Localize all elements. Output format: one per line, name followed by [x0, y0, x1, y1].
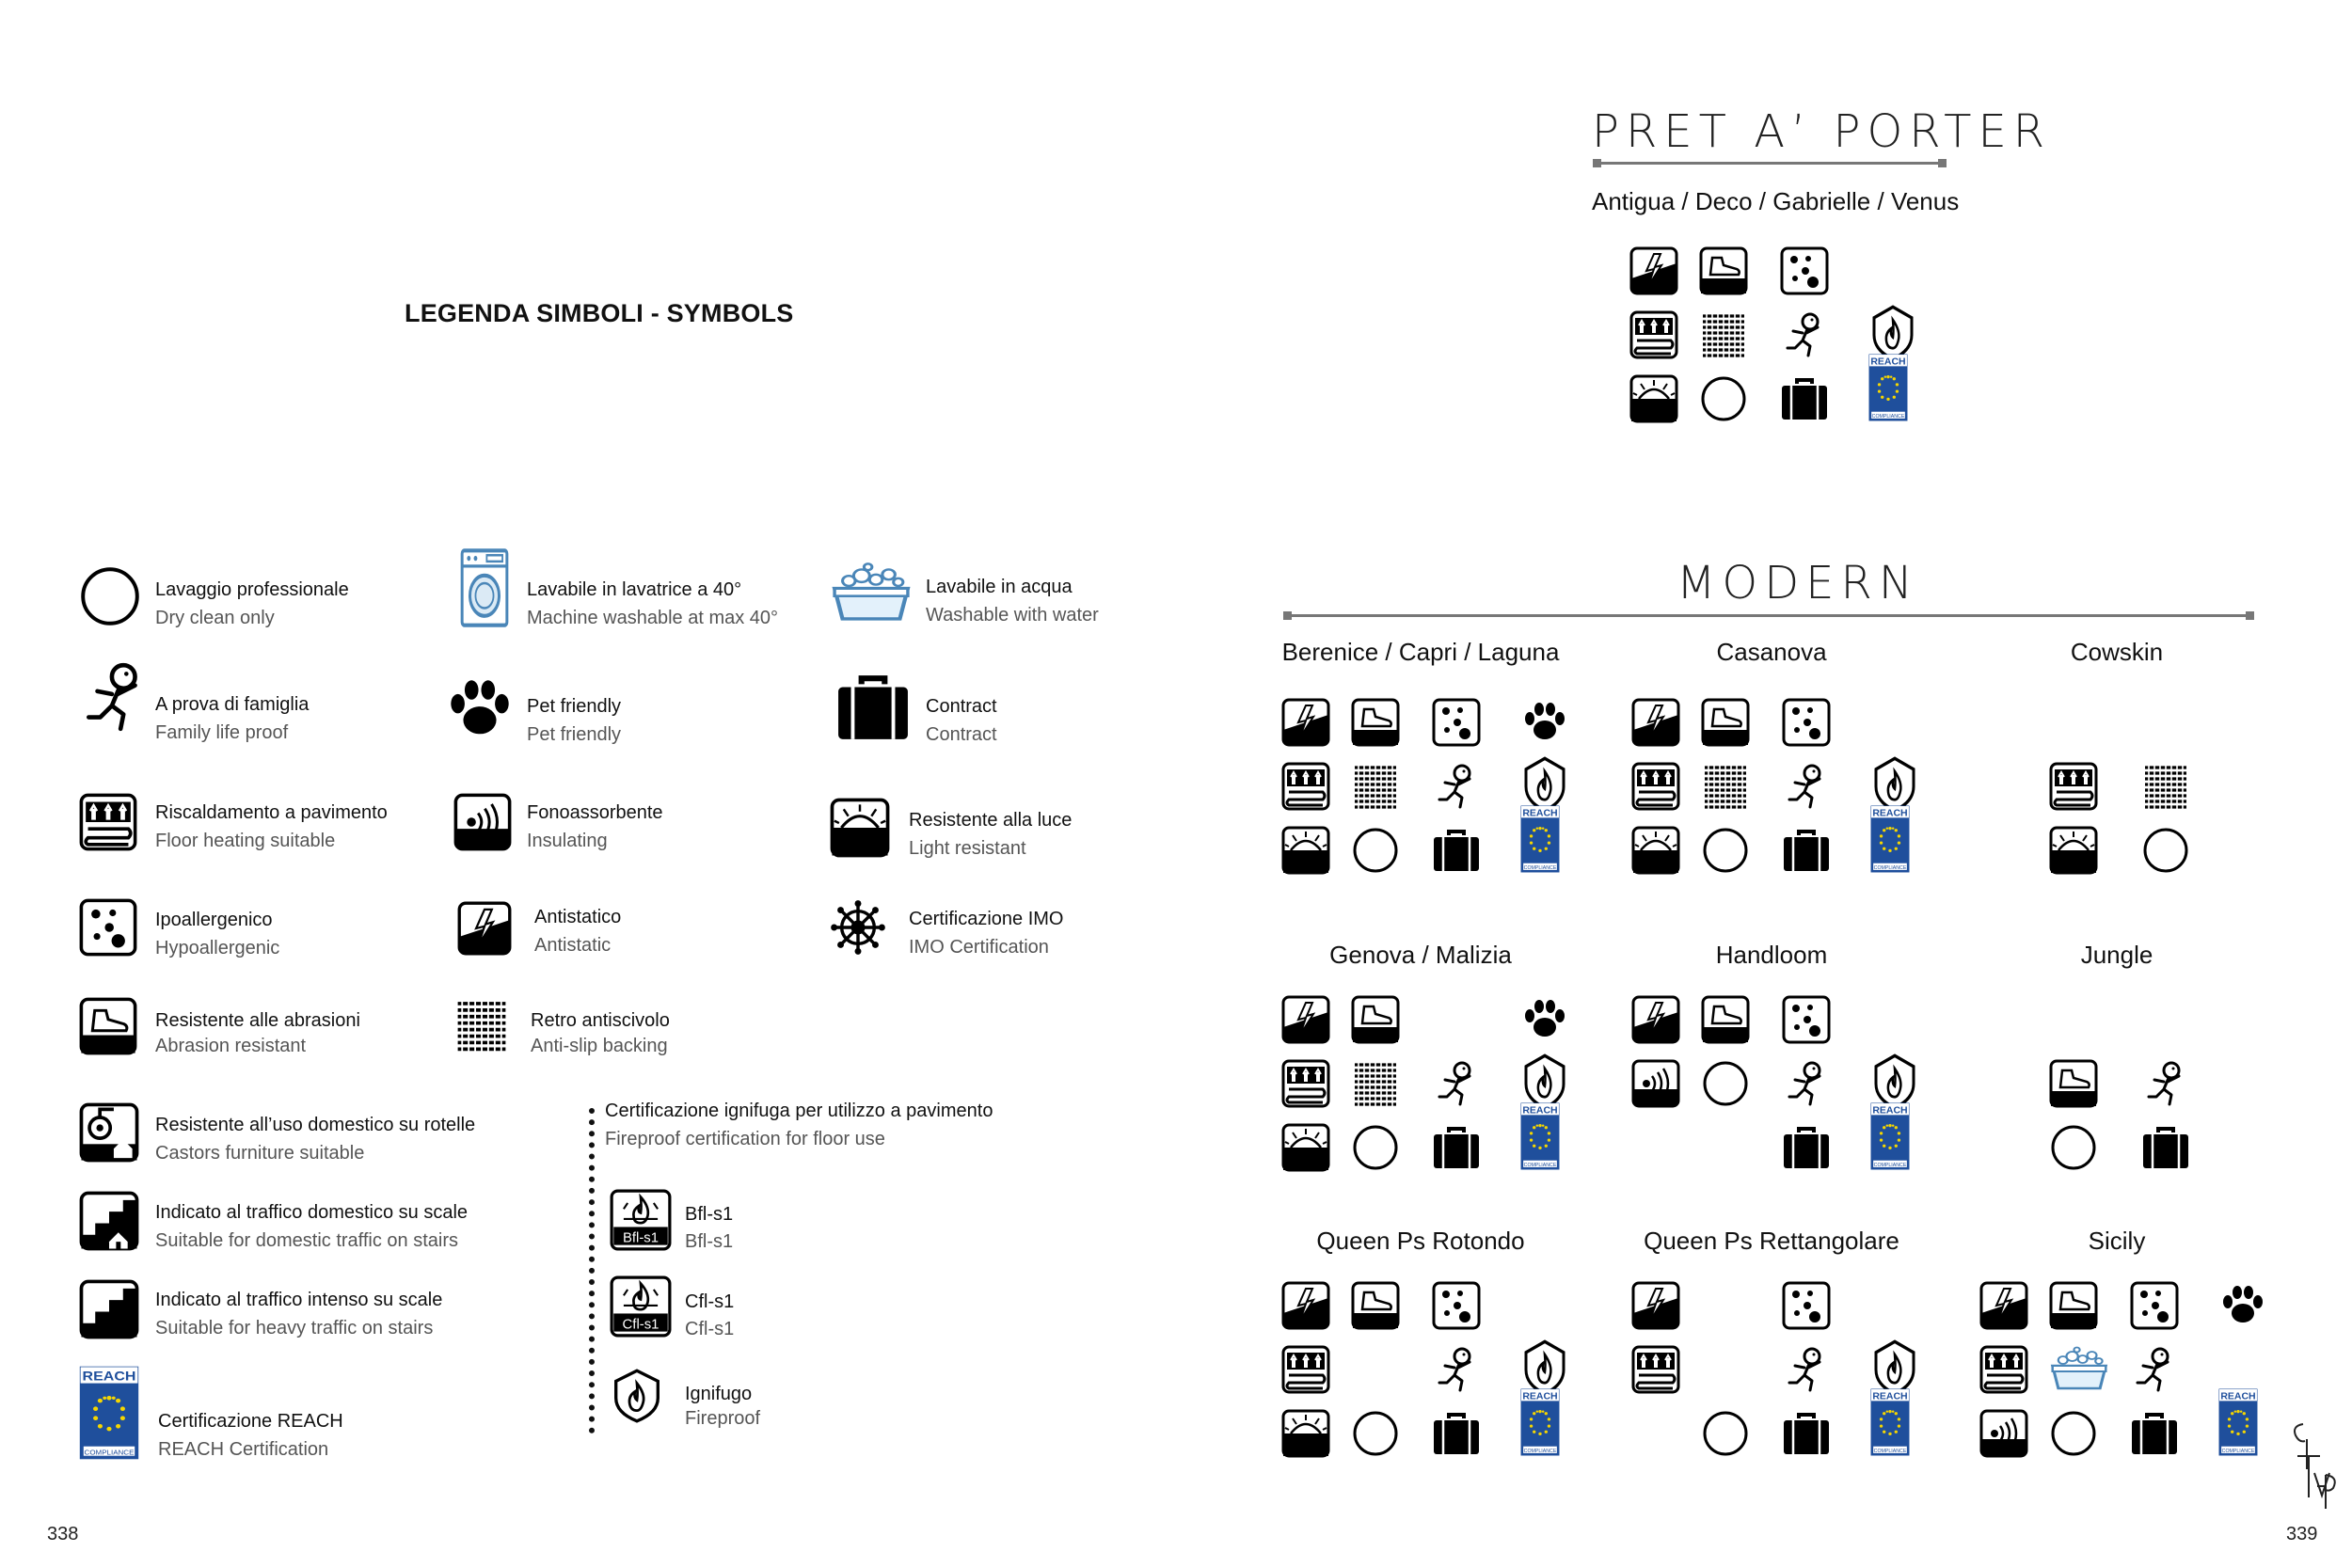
product-name: Sicily — [2088, 1227, 2146, 1255]
stairs-home-icon — [79, 1191, 139, 1251]
abrasion-icon — [1351, 995, 1400, 1044]
antistatic-icon — [1281, 995, 1330, 1044]
fireproof-icon — [1870, 756, 1919, 813]
running-kid-icon — [1432, 762, 1481, 811]
abrasion-icon — [2049, 1059, 2098, 1108]
legend-item-en: Contract — [926, 724, 997, 745]
suitcase-icon — [1432, 1123, 1481, 1172]
floor-heating-icon — [1629, 310, 1678, 359]
insulating-icon — [453, 793, 512, 851]
sun-icon — [1631, 826, 1680, 875]
abrasion-icon — [79, 997, 137, 1055]
fireproof-icon — [1520, 756, 1569, 813]
legend-item-en: REACH Certification — [158, 1439, 329, 1460]
sun-icon — [2049, 826, 2098, 875]
fire-item-it: Cfl-s1 — [685, 1291, 735, 1312]
legend-item-it: Indicato al traffico intenso su scale — [155, 1290, 443, 1310]
fire-item-en: Fireproof — [685, 1408, 761, 1429]
reach-icon — [1870, 1102, 1910, 1170]
washing-machine-icon — [455, 547, 514, 628]
sitap-logo — [2288, 1418, 2344, 1513]
legend-item-it: Antistatico — [534, 907, 622, 927]
paw-icon — [444, 673, 516, 745]
fireproof-icon — [1868, 305, 1917, 361]
grid-icon — [1351, 1059, 1400, 1108]
pret-rule — [1593, 162, 1947, 165]
fireproof-icon — [1520, 1339, 1569, 1396]
suitcase-icon — [1432, 1409, 1481, 1458]
legend-item-en: Anti-slip backing — [531, 1036, 668, 1056]
legend-item-it: Retro antiscivolo — [531, 1010, 670, 1031]
legend-item-en: Dry clean only — [155, 608, 275, 628]
legend-item-it: Resistente alle abrasioni — [155, 1010, 360, 1031]
modern-rule — [1283, 614, 2254, 617]
grid-icon — [1701, 762, 1750, 811]
running-kid-icon — [1782, 762, 1831, 811]
legend-item-it: Contract — [926, 696, 997, 717]
floor-heating-icon — [1979, 1345, 2028, 1394]
circle-icon — [1699, 374, 1748, 423]
abrasion-icon — [1699, 246, 1748, 295]
running-kid-icon — [1432, 1345, 1481, 1394]
product-name: Genova / Malizia — [1329, 941, 1512, 969]
product-name: Queen Ps Rotondo — [1316, 1227, 1525, 1255]
circle-icon — [1351, 1123, 1400, 1172]
running-kid-icon — [1782, 1345, 1831, 1394]
fireproof-icon — [1520, 1053, 1569, 1110]
svg-text:Bfl-s1: Bfl-s1 — [622, 1230, 660, 1246]
hypoallergenic-icon — [1432, 698, 1481, 747]
hypoallergenic-icon — [1782, 995, 1831, 1044]
legend-item-en: IMO Certification — [909, 937, 1049, 958]
circle-icon — [1351, 1409, 1400, 1458]
grid-icon — [1351, 762, 1400, 811]
fireproof-icon — [1870, 1339, 1919, 1396]
paw-icon — [2218, 1281, 2267, 1330]
circle-icon — [2049, 1409, 2098, 1458]
insulating-icon — [1631, 1059, 1680, 1108]
legend-title: LEGENDA SIMBOLI - SYMBOLS — [405, 299, 794, 327]
suitcase-icon — [1782, 1409, 1831, 1458]
antistatic-icon — [1629, 246, 1678, 295]
paw-icon — [1520, 995, 1569, 1044]
reach-icon — [2218, 1388, 2258, 1456]
product-name: Casanova — [1716, 638, 1827, 666]
running-kid-icon — [77, 651, 152, 743]
legend-item-it: Lavaggio professionale — [155, 579, 349, 600]
circle-icon — [2049, 1123, 2098, 1172]
legend-item-en: Floor heating suitable — [155, 831, 336, 851]
sun-icon — [1281, 826, 1330, 875]
legend-item-it: Pet friendly — [527, 696, 622, 717]
bfl-s1-icon — [610, 1189, 672, 1251]
legend-item-it: A prova di famiglia — [155, 694, 310, 715]
sun-icon — [1281, 1409, 1330, 1458]
running-kid-icon — [1782, 1059, 1831, 1108]
suitcase-icon — [1780, 374, 1829, 423]
abrasion-icon — [1701, 995, 1750, 1044]
pret-subtitle: Antigua / Deco / Gabrielle / Venus — [1592, 187, 1960, 215]
abrasion-icon — [2049, 1281, 2098, 1330]
fire-item-en: Cfl-s1 — [685, 1319, 735, 1339]
fireproof-icon — [1870, 1053, 1919, 1110]
suitcase-icon — [1432, 826, 1481, 875]
antistatic-icon — [1631, 1281, 1680, 1330]
fireproof-icon — [610, 1362, 664, 1430]
modern-title: MODERN — [1677, 557, 1919, 610]
legend-item-en: Antistatic — [534, 935, 612, 956]
running-kid-icon — [1432, 1059, 1481, 1108]
legend-item-it: Resistente all’uso domestico su rotelle — [155, 1115, 476, 1135]
suitcase-icon — [1782, 826, 1831, 875]
hypoallergenic-icon — [1432, 1281, 1481, 1330]
legend-item-it: Certificazione IMO — [909, 909, 1064, 929]
abrasion-icon — [1701, 698, 1750, 747]
legend-item-en: Washable with water — [926, 605, 1099, 626]
helm-wheel-icon — [830, 899, 886, 956]
legend-item-it: Ipoallergenico — [155, 910, 273, 930]
grid-icon — [1699, 310, 1748, 359]
product-name: Berenice / Capri / Laguna — [1281, 638, 1560, 666]
grid-icon — [453, 997, 510, 1053]
circle-icon — [78, 564, 142, 628]
grid-icon — [2141, 762, 2190, 811]
legend-item-en: Light resistant — [909, 838, 1026, 859]
fire-item-en: Bfl-s1 — [685, 1231, 734, 1252]
antistatic-icon — [457, 901, 512, 956]
abrasion-icon — [1351, 1281, 1400, 1330]
floor-heating-icon — [2049, 762, 2098, 811]
reach-icon — [1870, 1388, 1910, 1456]
running-kid-icon — [2130, 1345, 2179, 1394]
suitcase-icon — [830, 670, 916, 745]
legend-item-en: Insulating — [527, 831, 608, 851]
circle-icon — [1701, 826, 1750, 875]
antistatic-icon — [1281, 698, 1330, 747]
legend-item-en: Machine washable at max 40° — [527, 608, 779, 628]
legend-item-it: Indicato al traffico domestico su scale — [155, 1202, 469, 1223]
product-name: Jungle — [2080, 941, 2153, 969]
legend-item-it: Lavabile in lavatrice a 40° — [527, 579, 742, 600]
hypoallergenic-icon — [2130, 1281, 2179, 1330]
antistatic-icon — [1631, 698, 1680, 747]
stairs-icon — [79, 1279, 139, 1339]
circle-icon — [1351, 826, 1400, 875]
antistatic-icon — [1979, 1281, 2028, 1330]
sun-icon — [830, 798, 890, 858]
floor-heating-icon — [1281, 762, 1330, 811]
product-name: Handloom — [1715, 941, 1828, 969]
suitcase-icon — [2130, 1409, 2179, 1458]
running-kid-icon — [1780, 310, 1829, 359]
antistatic-icon — [1631, 995, 1680, 1044]
suitcase-icon — [2141, 1123, 2190, 1172]
circle-icon — [1701, 1409, 1750, 1458]
fire-cert-subtitle: Fireproof certification for floor use — [605, 1129, 885, 1149]
reach-icon — [1520, 805, 1560, 873]
dotted-divider — [589, 1108, 595, 1433]
fire-item-it: Bfl-s1 — [685, 1204, 734, 1225]
reach-icon — [1520, 1102, 1560, 1170]
fire-item-it: Ignifugo — [685, 1384, 753, 1404]
legend-item-it: Riscaldamento a pavimento — [155, 802, 388, 823]
legend-item-en: Suitable for domestic traffic on stairs — [155, 1230, 458, 1251]
abrasion-icon — [1351, 698, 1400, 747]
hypoallergenic-icon — [79, 898, 137, 957]
cfl-s1-icon — [610, 1275, 672, 1338]
page-number-left: 338 — [47, 1524, 79, 1544]
reach-icon — [79, 1366, 139, 1460]
product-name: Cowskin — [2070, 638, 2164, 666]
legend-item-it: Lavabile in acqua — [926, 577, 1073, 597]
sun-icon — [1281, 1123, 1330, 1172]
hypoallergenic-icon — [1782, 698, 1831, 747]
suitcase-icon — [1782, 1123, 1831, 1172]
insulating-icon — [1979, 1409, 2028, 1458]
legend-item-en: Family life proof — [155, 722, 289, 743]
svg-text:Cfl-s1: Cfl-s1 — [622, 1317, 660, 1333]
hypoallergenic-icon — [1782, 1281, 1831, 1330]
legend-item-en: Suitable for heavy traffic on stairs — [155, 1318, 434, 1338]
legend-item-en: Abrasion resistant — [155, 1036, 307, 1056]
circle-icon — [1701, 1059, 1750, 1108]
sun-icon — [1629, 374, 1678, 423]
hypoallergenic-icon — [1780, 246, 1829, 295]
legend-item-en: Castors furniture suitable — [155, 1143, 365, 1164]
wash-basin-icon — [2049, 1345, 2109, 1394]
legend-item-it: Fonoassorbente — [527, 802, 663, 823]
legend-item-it: Resistente alla luce — [909, 810, 1073, 831]
page-number-right: 339 — [2286, 1524, 2318, 1544]
floor-heating-icon — [1281, 1059, 1330, 1108]
fire-cert-title: Certificazione ignifuga per utilizzo a pavimento — [605, 1101, 993, 1121]
reach-icon — [1520, 1388, 1560, 1456]
antistatic-icon — [1281, 1281, 1330, 1330]
castor-icon — [79, 1102, 139, 1163]
paw-icon — [1520, 698, 1569, 747]
legend-item-it: Certificazione REACH — [158, 1411, 343, 1432]
legend-item-en: Pet friendly — [527, 724, 622, 745]
reach-icon — [1870, 805, 1910, 873]
floor-heating-icon — [1631, 1345, 1680, 1394]
wash-basin-icon — [830, 561, 913, 626]
legend-item-en: Hypoallergenic — [155, 938, 280, 958]
floor-heating-icon — [1281, 1345, 1330, 1394]
floor-heating-icon — [1631, 762, 1680, 811]
product-name: Queen Ps Rettangolare — [1644, 1227, 1899, 1255]
running-kid-icon — [2141, 1059, 2190, 1108]
circle-icon — [2141, 826, 2190, 875]
pret-title: PRET A’ PORTER — [1592, 105, 2052, 158]
reach-icon — [1868, 354, 1908, 421]
floor-heating-icon — [79, 793, 137, 851]
